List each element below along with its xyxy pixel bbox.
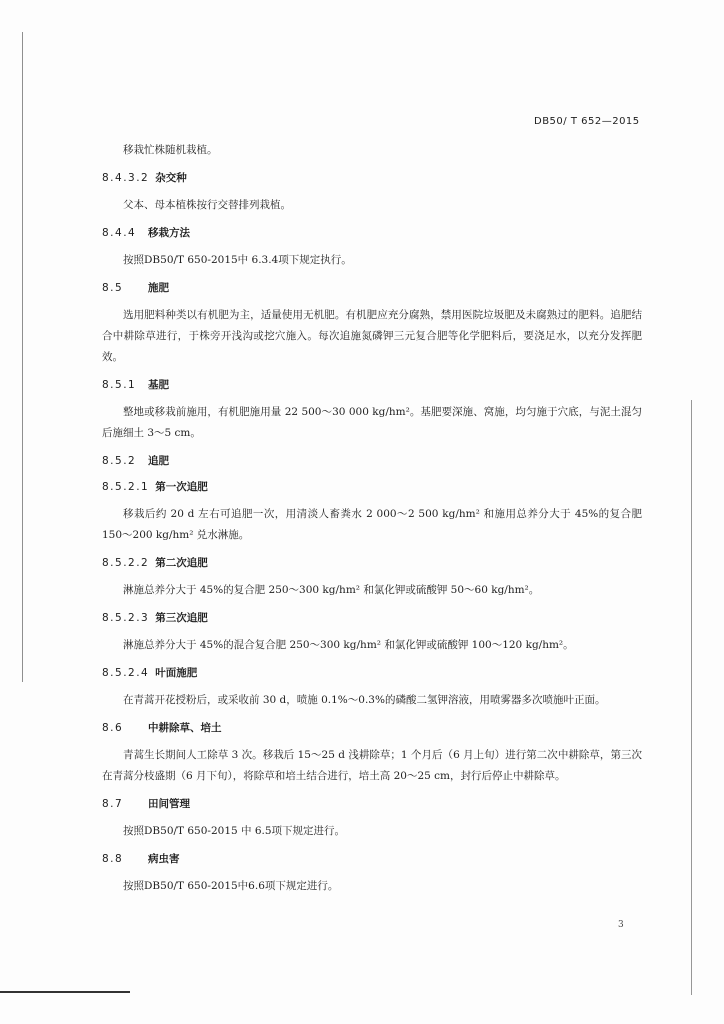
- section-title: 叶面施肥: [155, 667, 198, 679]
- paragraph: 淋施总养分大于 45%的复合肥 250～300 kg/hm² 和氯化钾或硫酸钾 50～60 kg/hm²。: [123, 584, 540, 596]
- paragraph: 移栽忙株随机栽植。: [123, 144, 218, 156]
- section-title: 第二次追肥: [155, 557, 208, 569]
- section-heading: [102, 452, 642, 478]
- paragraph: 按照DB50/T 650-2015 中 6.5项下规定进行。: [123, 825, 346, 837]
- section-heading: [102, 376, 642, 402]
- page-number: 3: [618, 920, 624, 930]
- section-title: 第一次追肥: [155, 481, 208, 493]
- section-number: 8.5.2.3: [102, 612, 150, 624]
- paragraph: 整地或移栽前施用，有机肥施用量 22 500～30 000 kg/hm²。基肥要深施、窝施，均匀施于穴底，与泥土混匀后施细土 3～5 cm。: [102, 406, 642, 439]
- paragraph: 移栽后约 20 d 左右可追肥一次，用清淡人畜粪水 2 000～2 500 kg/hm² 和施用总养分大于 45%的复合肥 150～200 kg/hm² 兑水淋施。: [102, 508, 642, 541]
- section-number: 8.5.2: [102, 455, 137, 467]
- section-title: 移栽方法: [148, 227, 190, 239]
- section-heading: [102, 609, 642, 635]
- document-body: [102, 140, 642, 905]
- paragraph: 淋施总养分大于 45%的混合复合肥 250～300 kg/hm² 和氯化钾或硫酸钾 100～120 kg/hm²。: [123, 639, 574, 651]
- section-number: 8.5.1: [102, 379, 137, 391]
- section-heading: [102, 850, 642, 876]
- section-number: 8.6: [102, 722, 124, 734]
- section-title: 杂交种: [155, 172, 187, 184]
- section-title: 追肥: [148, 455, 169, 467]
- section-title: 施肥: [148, 282, 169, 294]
- scan-border-bottom: [0, 991, 130, 993]
- paragraph: 青蒿生长期间人工除草 3 次。移栽后 15～25 d 浅耕除草；1 个月后（6 月上旬）进行第二次中耕除草，第三次在青蒿分枝盛期（6 月下旬），将除草和培土结合进行，培土高 20～25 cm，封行后停止中耕除草。: [102, 749, 642, 782]
- section-heading: [102, 224, 642, 250]
- section-title: 病虫害: [148, 853, 180, 865]
- section-number: 8.4.3.2: [102, 172, 150, 184]
- paragraph: 选用肥料种类以有机肥为主，适量使用无机肥。有机肥应充分腐熟，禁用医院垃圾肥及未腐熟过的肥料。追肥结合中耕除草进行，于株旁开浅沟或挖穴施入。每次追施氮磷钾三元复合肥等化学肥料后，要浇足水，以充分发挥肥效。: [102, 309, 642, 363]
- section-title: 第三次追肥: [155, 612, 208, 624]
- section-title: 中耕除草、培土: [148, 722, 222, 734]
- paragraph: 在青蒿开花授粉后，或采收前 30 d，喷施 0.1%～0.3%的磷酸二氢钾溶液，用喷雾器多次喷施叶正面。: [123, 694, 606, 706]
- section-heading: [102, 554, 642, 580]
- paragraph: 父本、母本植株按行交替排列栽植。: [123, 199, 291, 211]
- section-number: 8.8: [102, 853, 124, 865]
- section-number: 8.5.2.4: [102, 667, 150, 679]
- section-heading: [102, 169, 642, 195]
- scan-border-right: [691, 400, 692, 995]
- section-heading: [102, 795, 642, 821]
- section-number: 8.5: [102, 282, 124, 294]
- section-number: 8.4.4: [102, 227, 137, 239]
- section-title: 田间管理: [148, 798, 190, 810]
- section-heading: [102, 664, 642, 690]
- section-title: 基肥: [148, 379, 169, 391]
- section-number: 8.5.2.2: [102, 557, 150, 569]
- document-code-header: DB50/ T 652—2015: [534, 116, 640, 127]
- paragraph: 按照DB50/T 650-2015中 6.3.4项下规定执行。: [123, 254, 352, 266]
- section-heading: [102, 719, 642, 745]
- scan-border-left: [22, 32, 23, 682]
- section-heading: [102, 478, 642, 504]
- section-heading: [102, 279, 642, 305]
- section-number: 8.5.2.1: [102, 481, 150, 493]
- section-number: 8.7: [102, 798, 124, 810]
- paragraph: 按照DB50/T 650-2015中6.6项下规定进行。: [123, 880, 339, 892]
